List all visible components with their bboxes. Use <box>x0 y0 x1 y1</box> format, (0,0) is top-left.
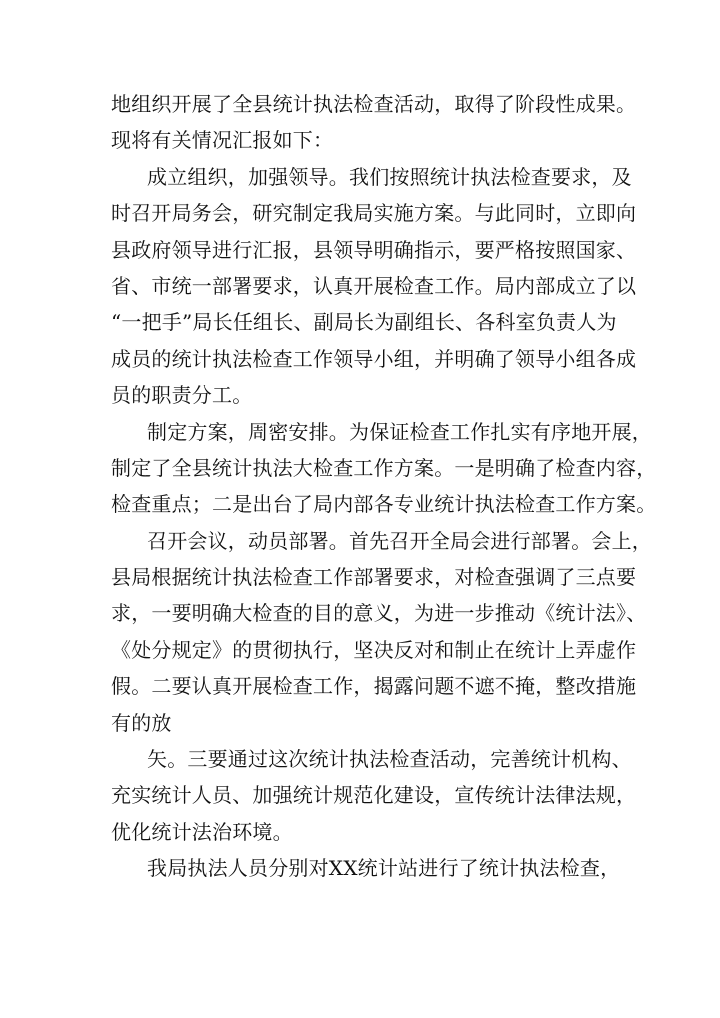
text-line: 检查重点；二是出台了局内部各专业统计执法检查工作方案。 <box>111 492 657 517</box>
document-body <box>111 86 657 887</box>
text-line: 员的职责分工。 <box>111 383 253 408</box>
paragraph-start-line: 成立组织，加强领导。我们按照统计执法检查要求，及 <box>147 164 632 189</box>
text-line: 求，一要明确大检查的目的意义，为进一步推动《统计法》、 <box>111 601 647 626</box>
paragraph-start-line: 我局执法人员分别对XX统计站进行了统计执法检查， <box>147 856 621 881</box>
text-line: 优化统计法治环境。 <box>111 819 293 844</box>
paragraph-start-line: 矢。三要通过这次统计执法检查活动，完善统计机构、 <box>147 747 632 772</box>
paragraph-start-line: 召开会议，动员部署。首先召开全局会进行部署。会上， <box>147 528 652 553</box>
text-line: 假。二要认真开展检查工作，揭露问题不遮不掩，整改措施 <box>111 674 637 699</box>
text-line: 地组织开展了全县统计执法检查活动，取得了阶段性成果。 <box>111 92 637 116</box>
text-line: 县局根据统计执法检查工作部署要求，对检查强调了三点要 <box>111 565 637 590</box>
text-line: 时召开局务会，研究制定我局实施方案。与此同时，立即向 <box>111 201 637 226</box>
text-line: 《处分规定》的贯彻执行，坚决反对和制止在统计上弄虚作 <box>111 637 637 662</box>
text-line: 充实统计人员、加强统计规范化建设，宣传统计法律法规， <box>111 783 637 808</box>
paragraph-start-line: 制定方案，周密安排。为保证检查工作扎实有序地开展， <box>147 419 652 444</box>
text-line: 现将有关情况汇报如下： <box>111 128 334 153</box>
text-line: 县政府领导进行汇报，县领导明确指示，要严格按照国家、 <box>111 237 637 262</box>
text-line: 成员的统计执法检查工作领导小组，并明确了领导小组各成 <box>111 346 637 371</box>
text-line: 省、市统一部署要求，认真开展检查工作。局内部成立了以 <box>111 273 637 298</box>
text-line: 制定了全县统计执法大检查工作方案。一是明确了检查内容， <box>111 455 657 480</box>
text-line: 有的放 <box>111 710 172 735</box>
text-line: “一把手”局长任组长、副局长为副组长、各科室负责人为 <box>111 310 617 335</box>
